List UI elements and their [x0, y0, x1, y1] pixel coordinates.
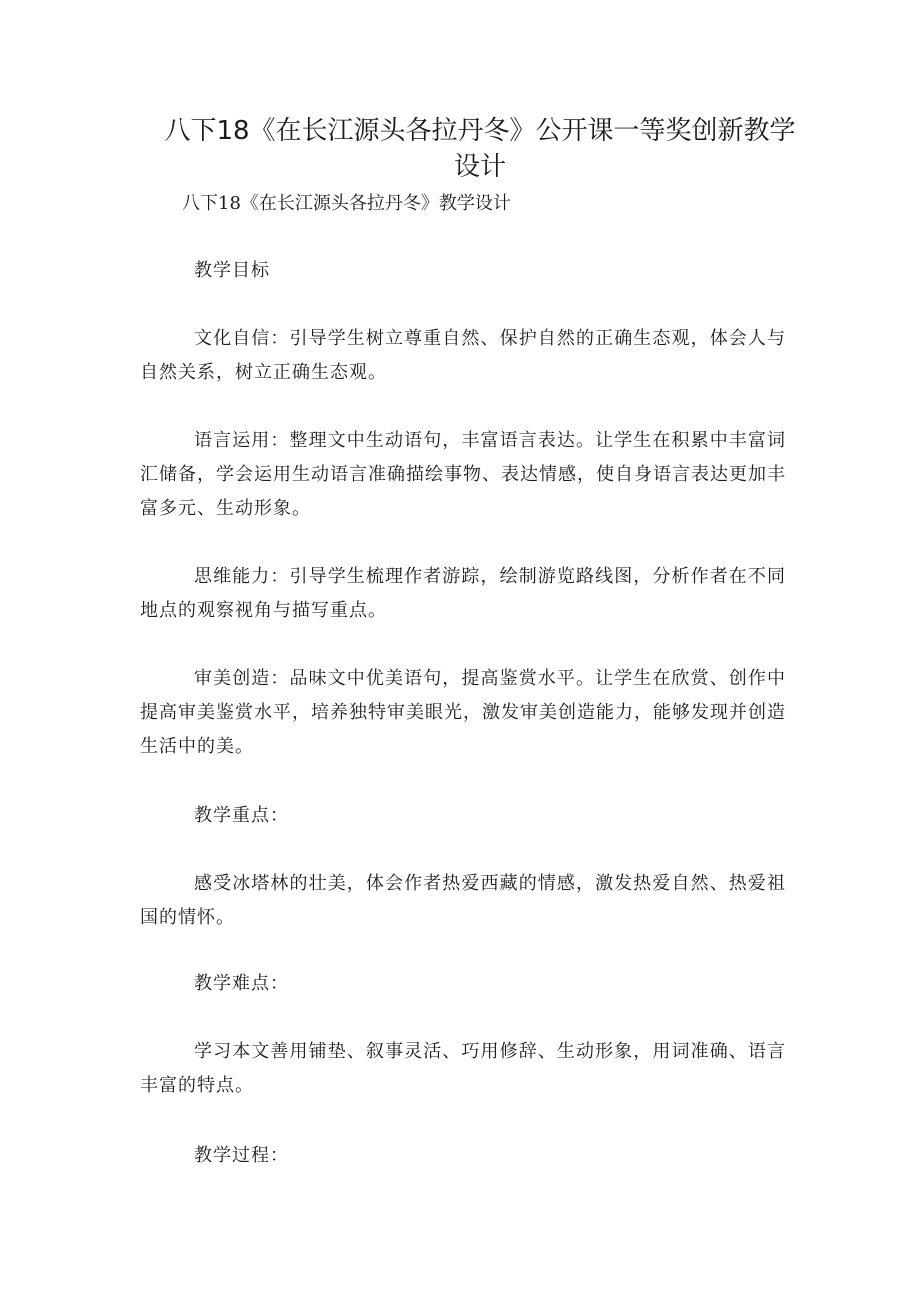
objective-culture-paragraph: 文化自信：引导学生树立尊重自然、保护自然的正确生态观，体会人与自然关系，树立正确生态观。: [140, 328, 786, 383]
difficulties-paragraph: 学习本文善用铺垫、叙事灵活、巧用修辞、生动形象，用词准确、语言丰富的特点。: [140, 1041, 786, 1096]
key-points-heading: 教学重点：: [194, 805, 289, 826]
process-heading: 教学过程：: [194, 1145, 289, 1166]
document-title: 八下18《在长江源头各拉丹冬》公开课一等奖创新教学设计: [164, 116, 796, 182]
objective-thinking-paragraph: 思维能力：引导学生梳理作者游踪，绘制游览路线图，分析作者在不同地点的观察视角与描写重点。: [140, 566, 786, 621]
objective-language-paragraph: 语言运用：整理文中生动语句，丰富语言表达。让学生在积累中丰富词汇储备，学会运用生动语言准确描绘事物、表达情感，使自身语言表达更加丰富多元、生动形象。: [140, 430, 786, 519]
key-points-paragraph: 感受冰塔林的壮美，体会作者热爱西藏的情感，激发热爱自然、热爱祖国的情怀。: [140, 873, 786, 928]
difficulties-heading: 教学难点：: [194, 973, 289, 994]
objectives-heading: 教学目标: [194, 260, 270, 281]
document-subtitle: 八下18《在长江源头各拉丹冬》教学设计: [182, 193, 511, 214]
objective-aesthetic-paragraph: 审美创造：品味文中优美语句，提高鉴赏水平。让学生在欣赏、创作中提高审美鉴赏水平，培养独特审美眼光，激发审美创造能力，能够发现并创造生活中的美。: [140, 668, 786, 757]
